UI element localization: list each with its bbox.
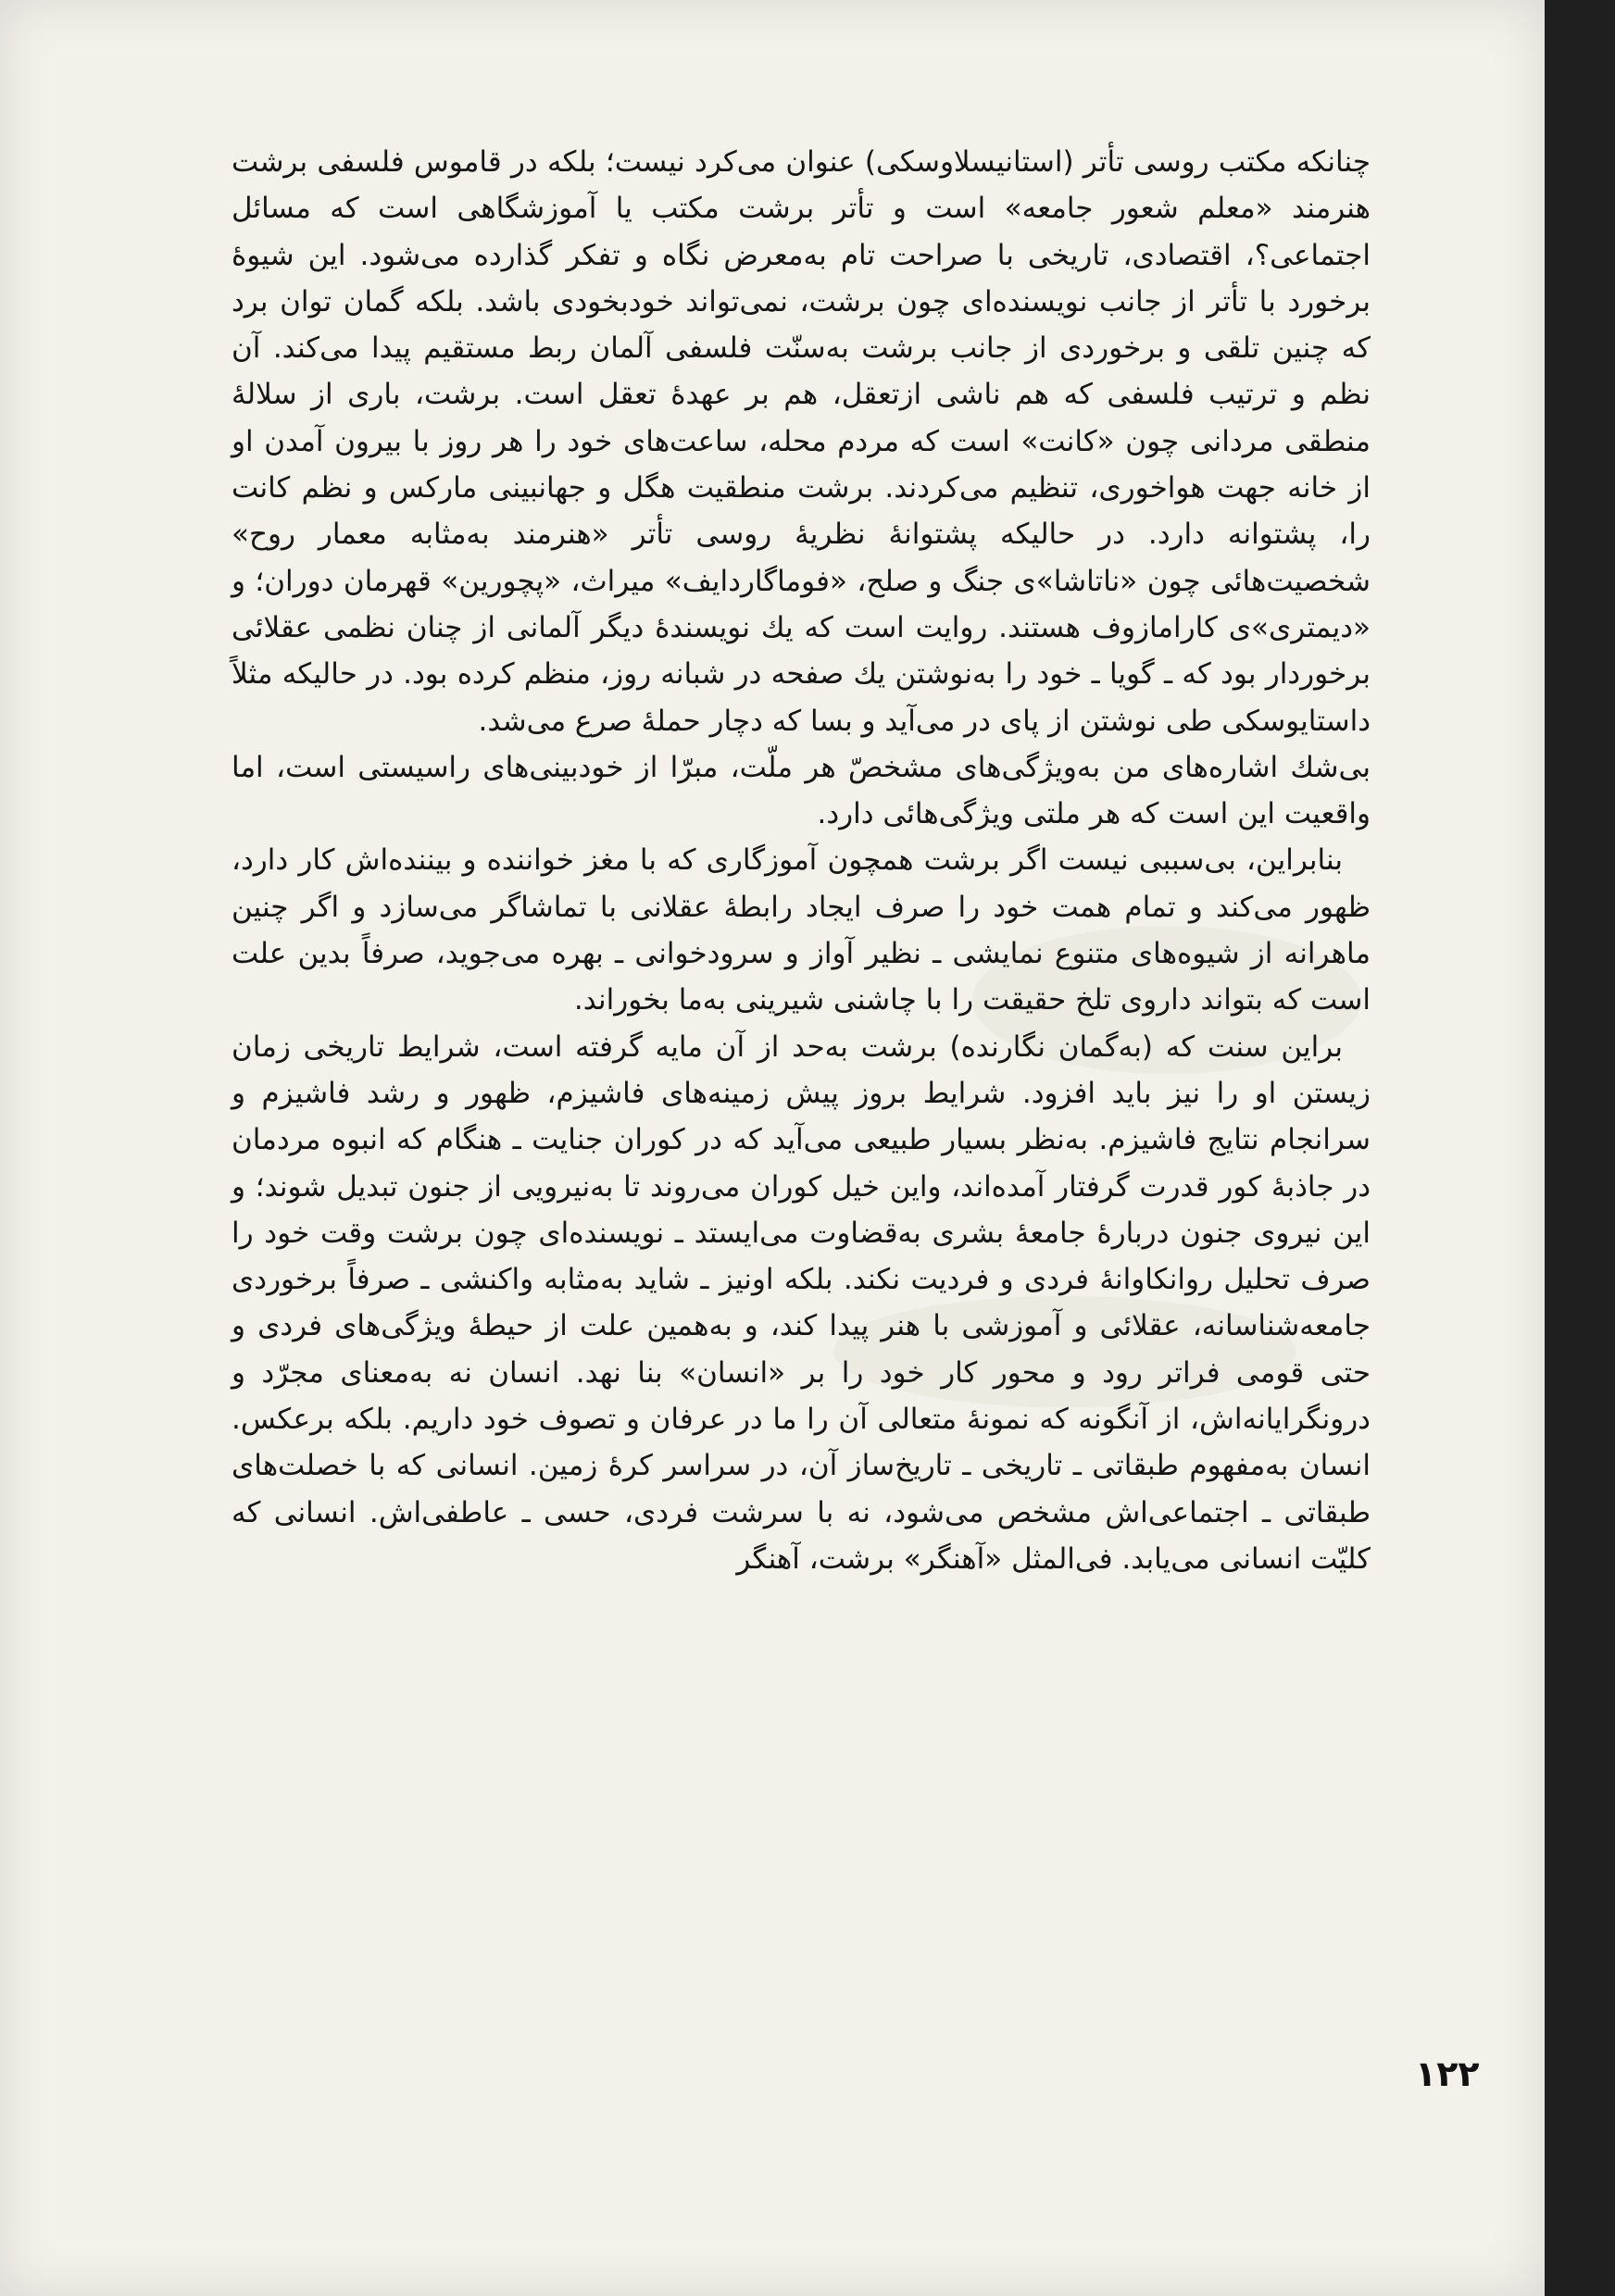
scanner-edge — [1545, 0, 1615, 2296]
paragraph-4: براین سنت که (به‌گمان نگارنده) برشت به‌حد از آن مایه گرفته است، شرایط تاریخی زمان زیستن او را نیز باید افزود. شرایط بروز پیش زمینه‌های فاشیزم، ظهور و رشد فاشیزم و سرانجام نتایج فاشیزم. به‌نظر بسیار طبیعی می‌آید که در کوران جنایت ـ هنگام که انبوه مردمان در جاذبهٔ کور قدرت گرفتار آمده‌اند، واین خیل کوران می‌روند تا به‌نیرویی از جنون تبدیل شوند؛ و این نیروی جنون دربارهٔ جامعهٔ بشری به‌قضاوت می‌ایستد ـ نویسنده‌ای چون برشت وقت خود را صرف تحلیل روانکاوانهٔ فردی و فردیت نکند. بلکه اونیز ـ شاید به‌مثابه واکنشی ـ صرفاً برخوردی جامعه‌شناسانه، عقلائی و آموزشی با هنر پیدا کند، و به‌همین علت از حیطهٔ ویژگی‌های فردی و حتی قومی فراتر رود و محور کار خود را بر «انسان» بنا نهد. انسان نه به‌معنای مجرّد و درونگرایانه‌اش، از آنگونه که نمونهٔ متعالی آن را ما در عرفان و تصوف خود داریم. بلکه برعکس. انسان به‌مفهوم طبقاتی ـ تاریخی ـ تاریخ‌ساز آن، در سراسر کرهٔ زمین. انسانی که با خصلت‌های طبقاتی ـ اجتماعی‌اش مشخص می‌شود، نه با سرشت فردی، حسی ـ عاطفی‌اش. انسانی که کلیّت انسانی می‌یابد. فی‌المثل «آهنگر» برشت، آهنگر — [232, 1029, 1371, 1576]
paragraph-1: چنانکه مکتب روسی تأتر (استانیسلاوسکی) عنوان می‌کرد نیست؛ بلکه در قاموس فلسفی برشت هنرمند «معلم شعور جامعه» است و تأتر برشت مکتب یا آموزشگاهی است که مسائل اجتماعی؟، اقتصادی، تاریخی با صراحت تام به‌معرض نگاه و تفکر گذارده می‌شود. این شیوهٔ برخورد با تأتر از جانب نویسنده‌ای چون برشت، نمی‌تواند خودبخودی باشد. بلکه گمان توان برد که چنین تلقی و برخوردی از جانب برشت به‌سنّت فلسفی آلمان ربط مستقیم پیدا می‌کند. آن نظم و ترتیب فلسفی که هم ناشی ازتعقل، هم بر عهدهٔ تعقل است. برشت، باری از سلالهٔ منطقی مردانی چون «کانت» است که مردم محله، ساعت‌های خود را هر روز با بیرون آمدن او از خانه جهت هواخوری، تنظیم می‌کردند. برشت منطقیت هگل و جهانبینی مارکس و نظم کانت را، پشتوانه دارد. در حالیکه پشتوانهٔ نظریهٔ روسی تأتر «هنرمند به‌مثابه معمار روح» شخصیت‌هائی چون «ناتاشا»ی جنگ و صلح، «فوماگاردایف» میراث، «پچورین» قهرمان دوران؛ و «دیمتری»ی کارامازوف هستند. روایت است که یك نویسندهٔ دیگر آلمانی از چنان نظمی عقلائی برخوردار بود که ـ گویا ـ خود را به‌نوشتن یك صفحه در شبانه روز، منظم کرده بود. در حالیکه مثلاً داستایوسکی طی نوشتن از پای در می‌آید و بسا که دچار حملهٔ صرع می‌شد. — [232, 145, 1371, 738]
page-number: ۱۲۲ — [1415, 2053, 1480, 2094]
paragraph-3: بنابراین، بی‌سببی نیست اگر برشت همچون آموزگاری که با مغز خواننده و بیننده‌اش کار دارد، ظهور می‌کند و تمام همت خود را صرف ایجاد رابطهٔ عقلانی با تماشاگر می‌سازد و اگر چنین ماهرانه از شیوه‌های متنوع نمایشی ـ نظیر آواز و سرودخوانی ـ بهره می‌جوید، صرفاً بدین علت است که بتواند داروی تلخ حقیقت را با چاشنی شیرینی به‌ما بخوراند. — [232, 843, 1371, 1017]
paragraph-2: بی‌شك اشاره‌های من به‌ویژگی‌های مشخصّ هر ملّت، مبرّا از خودبینی‌های راسیستی است، اما واقعیت این است که هر ملتی ویژگی‌هائی دارد. — [232, 750, 1371, 831]
body-text — [232, 139, 1371, 1582]
